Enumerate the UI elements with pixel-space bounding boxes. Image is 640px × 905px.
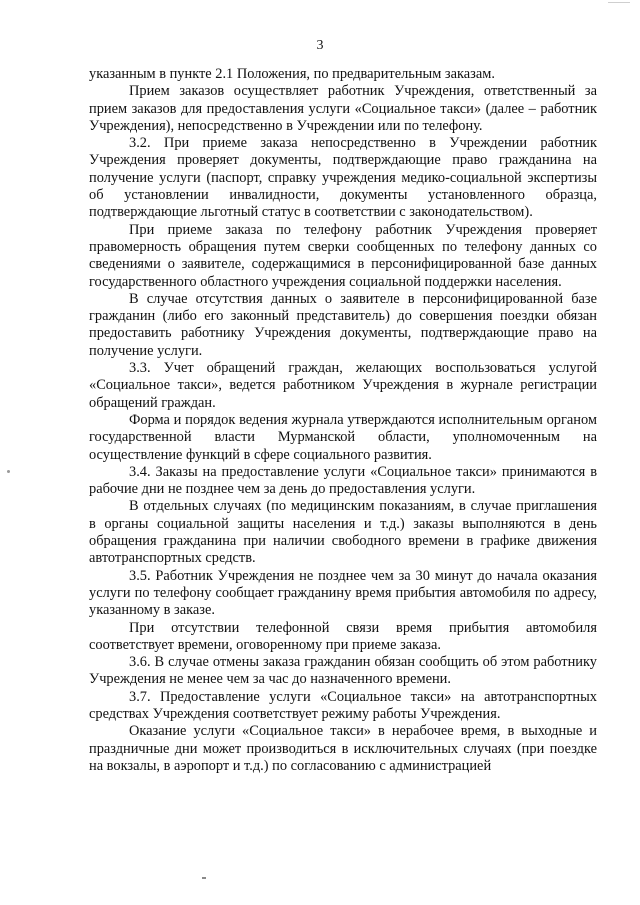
paragraph-10: 3.5. Работник Учреждения не позднее чем за 30 минут до начала оказания услуги по телефону сообщает гражданину время прибытия автомобиля по адресу, указанному в заказе.: [89, 567, 597, 619]
paragraph-11: При отсутствии телефонной связи время прибытия автомобиля соответствует времени, оговоренному при приеме заказа.: [89, 619, 597, 653]
paragraph-12: 3.6. В случае отмены заказа гражданин обязан сообщить об этом работнику Учреждения не менее чем за час до назначенного времени.: [89, 654, 597, 688]
paragraph-1: указанным в пункте 2.1 Положения, по предварительным заказам.: [89, 66, 495, 82]
paragraph-14: Оказание услуги «Социальное такси» в нерабочее время, в выходные и праздничные дни может производиться в исключительных случаях (при поездке на вокзалы, в аэропорт и т.д.) по согласованию с администрацией: [89, 723, 597, 774]
paragraph-8: 3.4. Заказы на предоставление услуги «Социальное такси» принимаются в рабочие дни не позднее чем за день до предоставления услуги.: [89, 463, 597, 498]
paragraph-3: 3.2. При приеме заказа непосредственно в Учреждении работник Учреждения проверяет документы, подтверждающие право гражданина на получение услуги (паспорт, справку учреждения медико-социальной экспертизы об установлении инвалидности, документы установленного образца, подтверждающие льготный статус в соответствии с законодательством).: [89, 135, 597, 221]
paragraph-9: В отдельных случаях (по медицинским показаниям, в случае приглашения в органы социальной защиты населения и т.д.) заказы выполняются в день обращения гражданина при наличии свободного времени в графике движения автотранспортных средств.: [89, 498, 597, 567]
paragraph-4: При приеме заказа по телефону работник Учреждения проверяет правомерность обращения путем сверки сообщенных по телефону данных со сведениями о заявителе, содержащимися в персонифицированной базе данных государственного областного учреждения социальной поддержки населения.: [89, 221, 597, 290]
paragraph-5: В случае отсутствия данных о заявителе в персонифицированной базе гражданин (либо его законный представитель) до совершения поездки обязан предоставить работнику Учреждения документы, подтверждающие право на получение услуги.: [89, 290, 597, 359]
scan-mark-top: [608, 2, 630, 3]
paragraph-13: 3.7. Предоставление услуги «Социальное такси» на автотранспортных средствах Учреждения соответствует режиму работы Учреждения.: [89, 688, 597, 722]
paragraph-7: Форма и порядок ведения журнала утверждаются исполнительным органом государственной власти Мурманской области, уполномоченным на осуществление функций в сфере социального развития.: [89, 411, 597, 463]
scan-dot-bottom: [202, 877, 206, 879]
paragraph-6: 3.3. Учет обращений граждан, желающих воспользоваться услугой «Социальное такси», ведется работником Учреждения в журнале регистрации обращений граждан.: [89, 360, 597, 411]
paragraph-2: Прием заказов осуществляет работник Учреждения, ответственный за прием заказов для предоставления услуги «Социальное такси» (далее – работник Учреждения), непосредственно в Учреждении или по телефону.: [89, 83, 597, 134]
document-body: [89, 66, 597, 775]
scan-dot-left: [7, 470, 10, 473]
page-number: 3: [316, 38, 324, 53]
